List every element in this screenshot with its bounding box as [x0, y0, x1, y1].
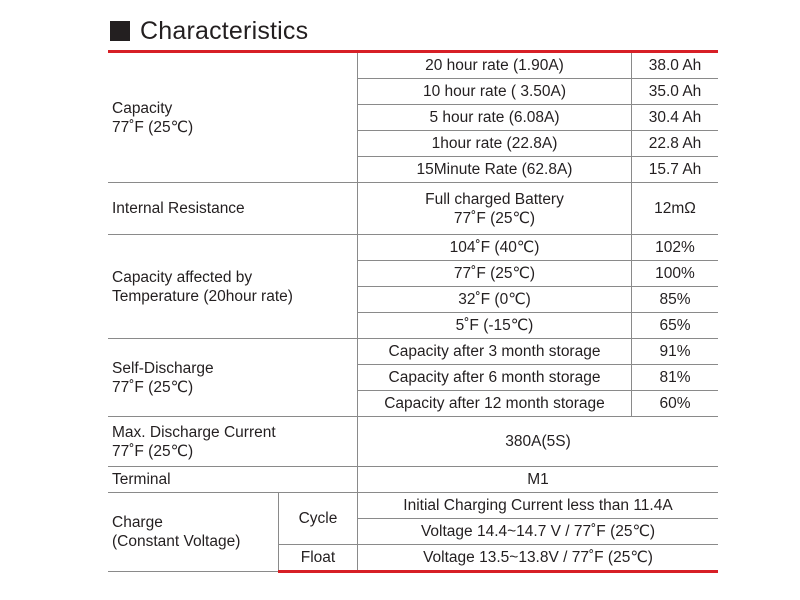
self-discharge-label: Self-Discharge 77˚F (25℃) [108, 339, 358, 417]
section-header [110, 14, 308, 48]
table-row [108, 52, 718, 79]
capacity-value: 38.0 Ah [632, 52, 719, 79]
characteristics-table [108, 50, 718, 573]
capacity-condition: 15Minute Rate (62.8A) [358, 157, 632, 183]
self-discharge-value: 91% [632, 339, 719, 365]
self-discharge-value: 60% [632, 391, 719, 417]
internal-resistance-condition: Full charged Battery 77˚F (25℃) [358, 183, 632, 235]
terminal-label: Terminal [108, 467, 358, 493]
max-discharge-label: Max. Discharge Current 77˚F (25℃) [108, 417, 358, 467]
capacity-value: 35.0 Ah [632, 79, 719, 105]
terminal-value: M1 [358, 467, 719, 493]
charge-float-label: Float [279, 545, 358, 572]
capacity-value: 22.8 Ah [632, 131, 719, 157]
charge-label: Charge (Constant Voltage) [108, 493, 279, 572]
capacity-condition: 10 hour rate ( 3.50A) [358, 79, 632, 105]
capacity-condition: 20 hour rate (1.90A) [358, 52, 632, 79]
capacity-condition: 1hour rate (22.8A) [358, 131, 632, 157]
self-discharge-condition: Capacity after 6 month storage [358, 365, 632, 391]
temperature-label: Capacity affected by Temperature (20hour rate) [108, 235, 358, 339]
section-title: Characteristics [140, 16, 309, 45]
charge-float-value: Voltage 13.5~13.8V / 77˚F (25℃) [358, 545, 719, 572]
capacity-value: 30.4 Ah [632, 105, 719, 131]
black-square-icon [110, 21, 130, 41]
self-discharge-value: 81% [632, 365, 719, 391]
table-row [108, 183, 718, 235]
capacity-label: Capacity 77˚F (25℃) [108, 52, 358, 183]
temperature-value: 102% [632, 235, 719, 261]
charge-cycle-value: Voltage 14.4~14.7 V / 77˚F (25℃) [358, 519, 719, 545]
charge-cycle-value: Initial Charging Current less than 11.4A [358, 493, 719, 519]
table-row [108, 467, 718, 493]
self-discharge-condition: Capacity after 3 month storage [358, 339, 632, 365]
temperature-condition: 32˚F (0℃) [358, 287, 632, 313]
internal-resistance-value: 12mΩ [632, 183, 719, 235]
self-discharge-condition: Capacity after 12 month storage [358, 391, 632, 417]
capacity-condition: 5 hour rate (6.08A) [358, 105, 632, 131]
table-row [108, 417, 718, 467]
table-row [108, 235, 718, 261]
table-row [108, 339, 718, 365]
internal-resistance-label: Internal Resistance [108, 183, 358, 235]
temperature-value: 65% [632, 313, 719, 339]
temperature-value: 85% [632, 287, 719, 313]
temperature-value: 100% [632, 261, 719, 287]
temperature-condition: 5˚F (-15℃) [358, 313, 632, 339]
temperature-condition: 77˚F (25℃) [358, 261, 632, 287]
temperature-condition: 104˚F (40℃) [358, 235, 632, 261]
charge-cycle-label: Cycle [279, 493, 358, 545]
max-discharge-value: 380A(5S) [358, 417, 719, 467]
table-row [108, 493, 718, 519]
capacity-value: 15.7 Ah [632, 157, 719, 183]
